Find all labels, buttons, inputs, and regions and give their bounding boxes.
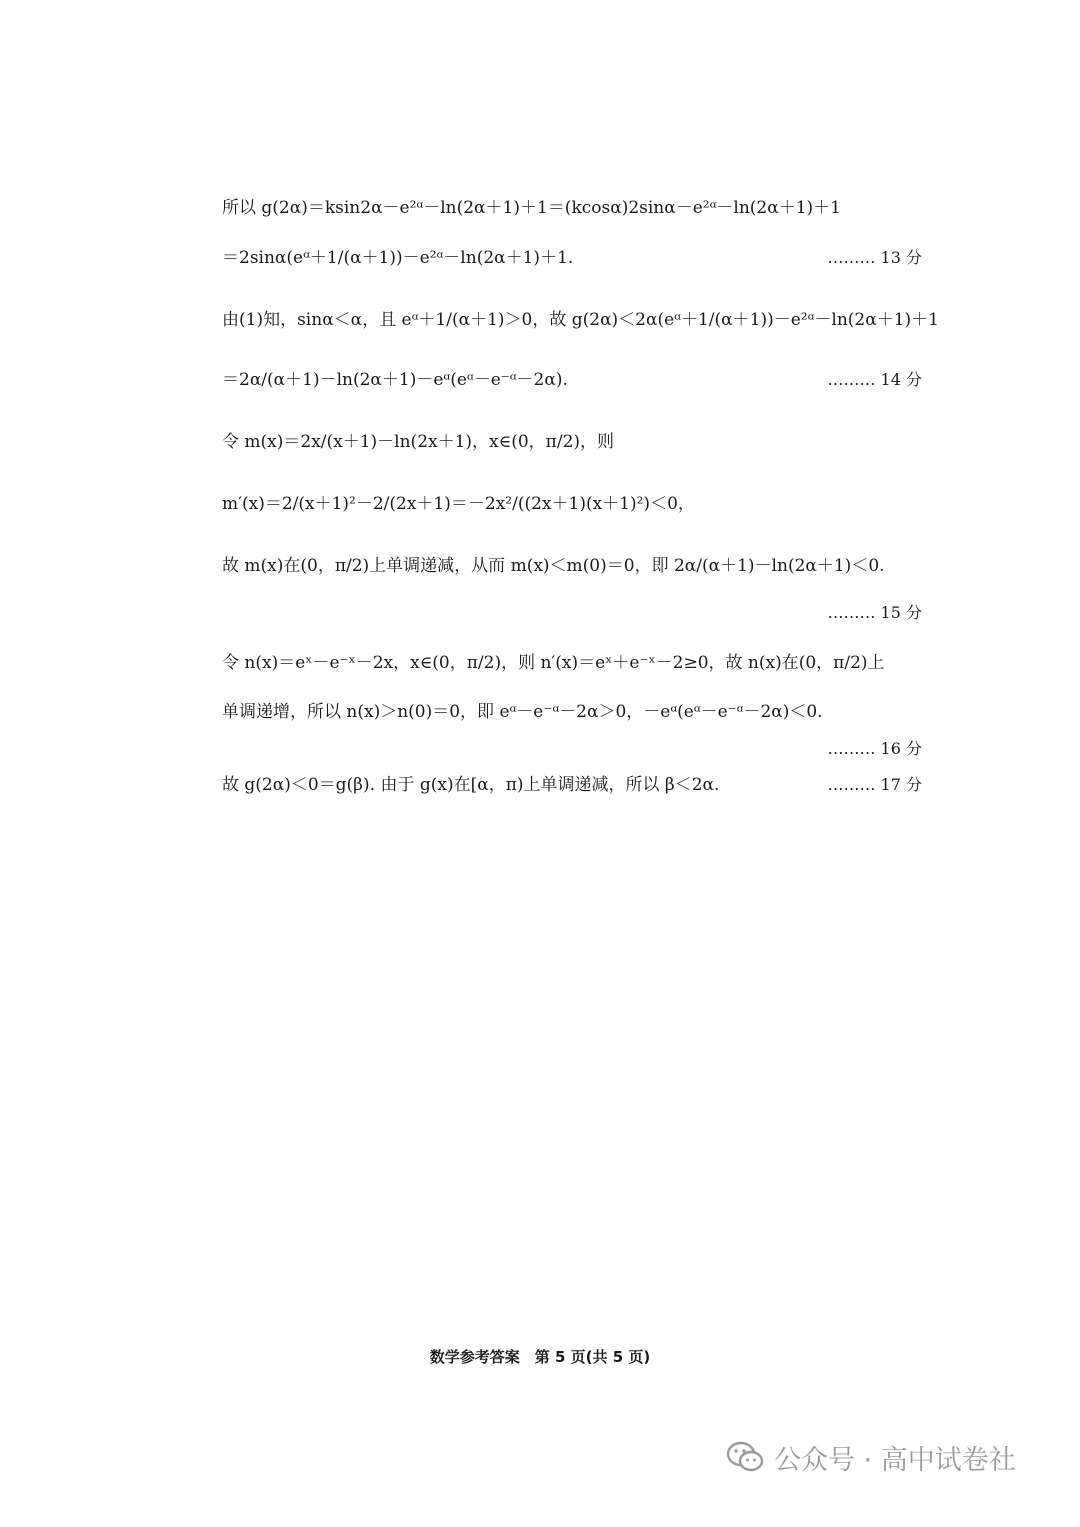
solution-line-4	[222, 358, 922, 402]
math-text: 令 n(x)＝eˣ－e⁻ˣ－2x，x∈(0，π/2)，则 n′(x)＝eˣ＋e⁻ˣ－2≥0，故 n(x)在(0，π/2)上	[222, 653, 885, 673]
score-mark: ……… 14 分	[827, 370, 922, 389]
solution-line-7	[222, 544, 922, 588]
solution-line-6	[222, 482, 922, 526]
solution-line-3	[222, 298, 939, 342]
solution-line-10	[222, 763, 922, 807]
score-mark: ……… 16 分	[827, 739, 922, 758]
score-mark: ……… 15 分	[827, 603, 922, 622]
watermark-text: 公众号 · 高中试卷社	[774, 1444, 1016, 1476]
wechat-icon	[726, 1440, 764, 1474]
solution-line-5	[222, 420, 922, 464]
math-text: m′(x)＝2/(x＋1)²－2/(2x＋1)＝－2x²/((2x＋1)(x＋1)²)＜0，	[222, 494, 695, 514]
math-text: ＝2α/(α＋1)－ln(2α＋1)－eᵅ(eᵅ－e⁻ᵅ－2α).	[222, 370, 568, 390]
score-mark: ……… 13 分	[827, 248, 922, 267]
score-mark: ……… 17 分	[827, 775, 922, 794]
math-text: 故 g(2α)＜0＝g(β). 由于 g(x)在[α，π)上单调递减，所以 β＜2α.	[222, 775, 720, 795]
solution-line-9	[222, 690, 922, 734]
solution-line-2	[222, 236, 922, 280]
solution-line-8	[222, 641, 922, 685]
watermark	[726, 1432, 1016, 1482]
math-text: 故 m(x)在(0，π/2)上单调递减，从而 m(x)＜m(0)＝0，即 2α/(α＋1)－ln(2α＋1)＜0.	[222, 556, 885, 576]
page-footer: 数学参考答案 第 5 页(共 5 页)	[429, 1348, 651, 1366]
math-text: 令 m(x)＝2x/(x＋1)－ln(2x＋1)，x∈(0，π/2)，则	[222, 432, 615, 452]
math-text: ＝2sinα(eᵅ＋1/(α＋1))－e²ᵅ－ln(2α＋1)＋1.	[222, 248, 574, 268]
math-text: 所以 g(2α)＝ksin2α－e²ᵅ－ln(2α＋1)＋1＝(kcosα)2sinα－e²ᵅ－ln(2α＋1)＋1	[222, 198, 841, 218]
math-text: 单调递增，所以 n(x)＞n(0)＝0，即 eᵅ－e⁻ᵅ－2α＞0，－eᵅ(eᵅ－e⁻ᵅ－2α)＜0.	[222, 702, 823, 722]
math-text: 由(1)知，sinα＜α，且 eᵅ＋1/(α＋1)＞0，故 g(2α)＜2α(eᵅ＋1/(α＋1))－e²ᵅ－ln(2α＋1)＋1	[222, 310, 939, 330]
solution-line-1	[222, 186, 922, 230]
